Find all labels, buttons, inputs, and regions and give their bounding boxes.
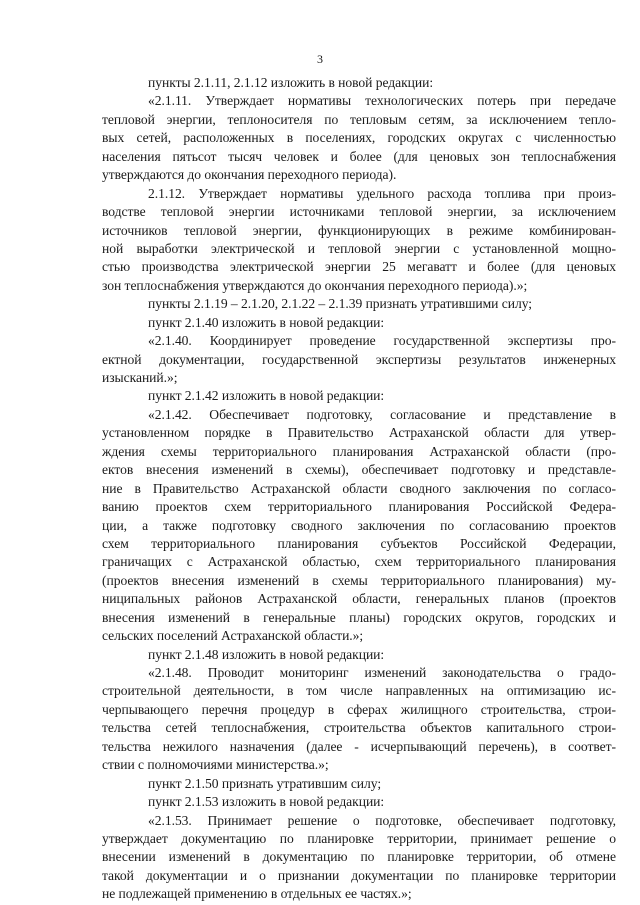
text-line: (проектов внесения изменений в схемы территориального планирования) му- — [102, 572, 616, 588]
body-text — [102, 74, 616, 904]
text-line: ектной документации, государственной экспертизы результатов инженерных — [102, 351, 616, 367]
text-line: 2.1.12. Утверждает нормативы удельного расхода топлива при произ- — [148, 185, 616, 201]
text-line: тепловой энергии, теплоносителя по тепловым сетям, за исключением тепло- — [102, 111, 616, 127]
text-line: населения пятьсот тысяч человек и более (для ценовых зон теплоснабжения — [102, 148, 616, 164]
text-line: зон теплоснабжения утверждаются до окончания переходного периода).»; — [102, 277, 528, 293]
text-line: вых сетей, расположенных в поселениях, городских округах с численностью — [102, 130, 616, 146]
page-number: 3 — [317, 52, 323, 66]
text-line: граничащих с Астраханской областью, схем территориального планирования — [102, 554, 616, 570]
text-line: «2.1.48. Проводит мониторинг изменений законодательства о градо- — [148, 665, 616, 680]
text-line: «2.1.11. Утверждает нормативы технологических потерь при передаче — [148, 93, 616, 109]
text-line: пункт 2.1.50 признать утратившим силу; — [148, 775, 382, 791]
text-line: тельства сетей теплоснабжения, строительства объектов капитального строи- — [102, 720, 616, 736]
text-line: пункты 2.1.19 – 2.1.20, 2.1.22 – 2.1.39 признать утратившими силу; — [148, 296, 532, 312]
text-line: водстве тепловой энергии источниками тепловой энергии, за исключением — [102, 204, 616, 220]
text-line: ниципальных районов Астраханской области, генеральных планов (проектов — [102, 591, 616, 607]
text-line: стью производства электрической энергии 25 мегаватт и более (для ценовых — [102, 259, 616, 275]
text-line: тельства нежилого назначения (далее - исчерпывающий перечень), в соответ- — [102, 738, 616, 754]
text-line: ние в Правительство Астраханской области сводного заключения по согласо- — [102, 480, 616, 496]
text-line: ванию проектов схем территориального планирования Российской Федера- — [102, 499, 616, 515]
text-line: ектов внесения изменений в схемы), обеспечивает подготовку и представле- — [102, 462, 616, 478]
text-line: источников тепловой энергии, функционирующих в режиме комбинирован- — [102, 222, 616, 238]
text-line: «2.1.42. Обеспечивает подготовку, согласование и представление в — [148, 406, 616, 422]
text-line: ствии с полномочиями министерства.»; — [102, 757, 329, 773]
text-line: не подлежащей применению в отдельных ее частях.»; — [102, 886, 412, 902]
text-line: установленном порядке в Правительство Астраханской области для утвер- — [102, 425, 616, 441]
text-line: такой документации и о признании документации по планировке территории — [102, 867, 616, 883]
text-line: изысканий.»; — [102, 370, 178, 385]
text-line: строительной деятельности, в том числе направленных на оптимизацию ис- — [102, 683, 616, 699]
text-line: пункт 2.1.48 изложить в новой редакции: — [148, 646, 385, 662]
text-line: ной выработки электрической и тепловой энергии с установленной мощно- — [102, 240, 616, 256]
text-line: ции, а также подготовку сводного заключения по согласованию проектов — [102, 517, 616, 533]
text-line: пункт 2.1.40 изложить в новой редакции: — [148, 314, 385, 330]
text-line: схем территориального планирования субъектов Российской Федерации, — [102, 535, 616, 551]
text-line: внесения изменений в генеральные планы) городских округов, городских и — [102, 609, 616, 625]
text-line: «2.1.40. Координирует проведение государственной экспертизы про- — [148, 333, 616, 349]
text-line: утверждает документацию по планировке территории, принимает решение о — [102, 830, 616, 846]
text-line: утверждаются до окончания переходного периода). — [102, 167, 397, 183]
text-line: сельских поселений Астраханской области.»; — [102, 628, 364, 644]
text-line: черпывающего перечня процедур в сферах жилищного строительства, строи- — [102, 701, 616, 717]
text-line: ждения схемы территориального планирования Астраханской области (про- — [102, 443, 616, 459]
text-line: пункты 2.1.11, 2.1.12 изложить в новой редакции: — [148, 75, 434, 90]
text-line: «2.1.53. Принимает решение о подготовке, обеспечивает подготовку, — [148, 812, 616, 828]
text-line: пункт 2.1.42 изложить в новой редакции: — [148, 388, 385, 404]
text-line: внесении изменений в документацию по планировке территории, об отмене — [102, 849, 616, 865]
text-line: пункт 2.1.53 изложить в новой редакции: — [148, 794, 385, 810]
